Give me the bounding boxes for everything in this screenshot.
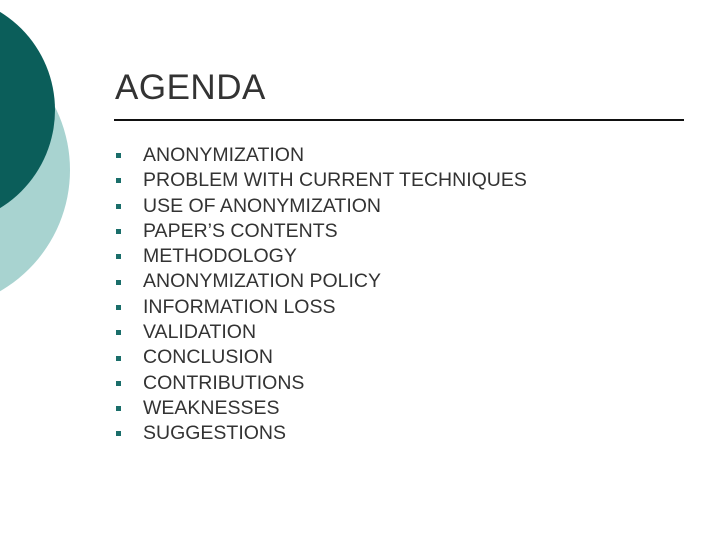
agenda-item <box>114 320 527 345</box>
agenda-item-label: USE OF ANONYMIZATION <box>143 194 381 217</box>
agenda-item <box>114 295 527 320</box>
square-bullet-icon <box>116 153 121 158</box>
square-bullet-icon <box>116 330 121 335</box>
slide-title: AGENDA <box>115 68 266 107</box>
agenda-item-label: PAPER’S CONTENTS <box>143 219 338 242</box>
agenda-item <box>114 421 527 446</box>
agenda-item <box>114 219 527 244</box>
square-bullet-icon <box>116 356 121 361</box>
agenda-item-label: CONCLUSION <box>143 346 274 369</box>
square-bullet-icon <box>116 305 121 310</box>
agenda-item-label: PROBLEM WITH CURRENT TECHNIQUES <box>143 169 527 192</box>
agenda-list <box>114 143 527 447</box>
square-bullet-icon <box>116 204 121 209</box>
agenda-item <box>114 168 527 193</box>
square-bullet-icon <box>116 254 121 259</box>
agenda-item-label: INFORMATION LOSS <box>143 295 336 318</box>
square-bullet-icon <box>116 229 121 234</box>
title-underline <box>114 119 684 121</box>
square-bullet-icon <box>116 280 121 285</box>
agenda-item-label: SUGGESTIONS <box>143 422 287 445</box>
agenda-item-label: WEAKNESSES <box>143 396 280 419</box>
agenda-item-label: VALIDATION <box>143 321 257 344</box>
agenda-item <box>114 345 527 370</box>
square-bullet-icon <box>116 381 121 386</box>
agenda-item <box>114 269 527 294</box>
agenda-item <box>114 371 527 396</box>
agenda-item-label: ANONYMIZATION <box>143 144 305 166</box>
agenda-item <box>114 244 527 269</box>
agenda-item-label: ANONYMIZATION POLICY <box>143 270 381 293</box>
square-bullet-icon <box>116 406 121 411</box>
agenda-item <box>114 194 527 219</box>
agenda-item-label: CONTRIBUTIONS <box>143 371 305 394</box>
square-bullet-icon <box>116 178 121 183</box>
agenda-item <box>114 143 527 168</box>
agenda-item <box>114 396 527 421</box>
decorative-circles <box>0 0 90 300</box>
agenda-item-label: METHODOLOGY <box>143 245 297 268</box>
square-bullet-icon <box>116 431 121 436</box>
